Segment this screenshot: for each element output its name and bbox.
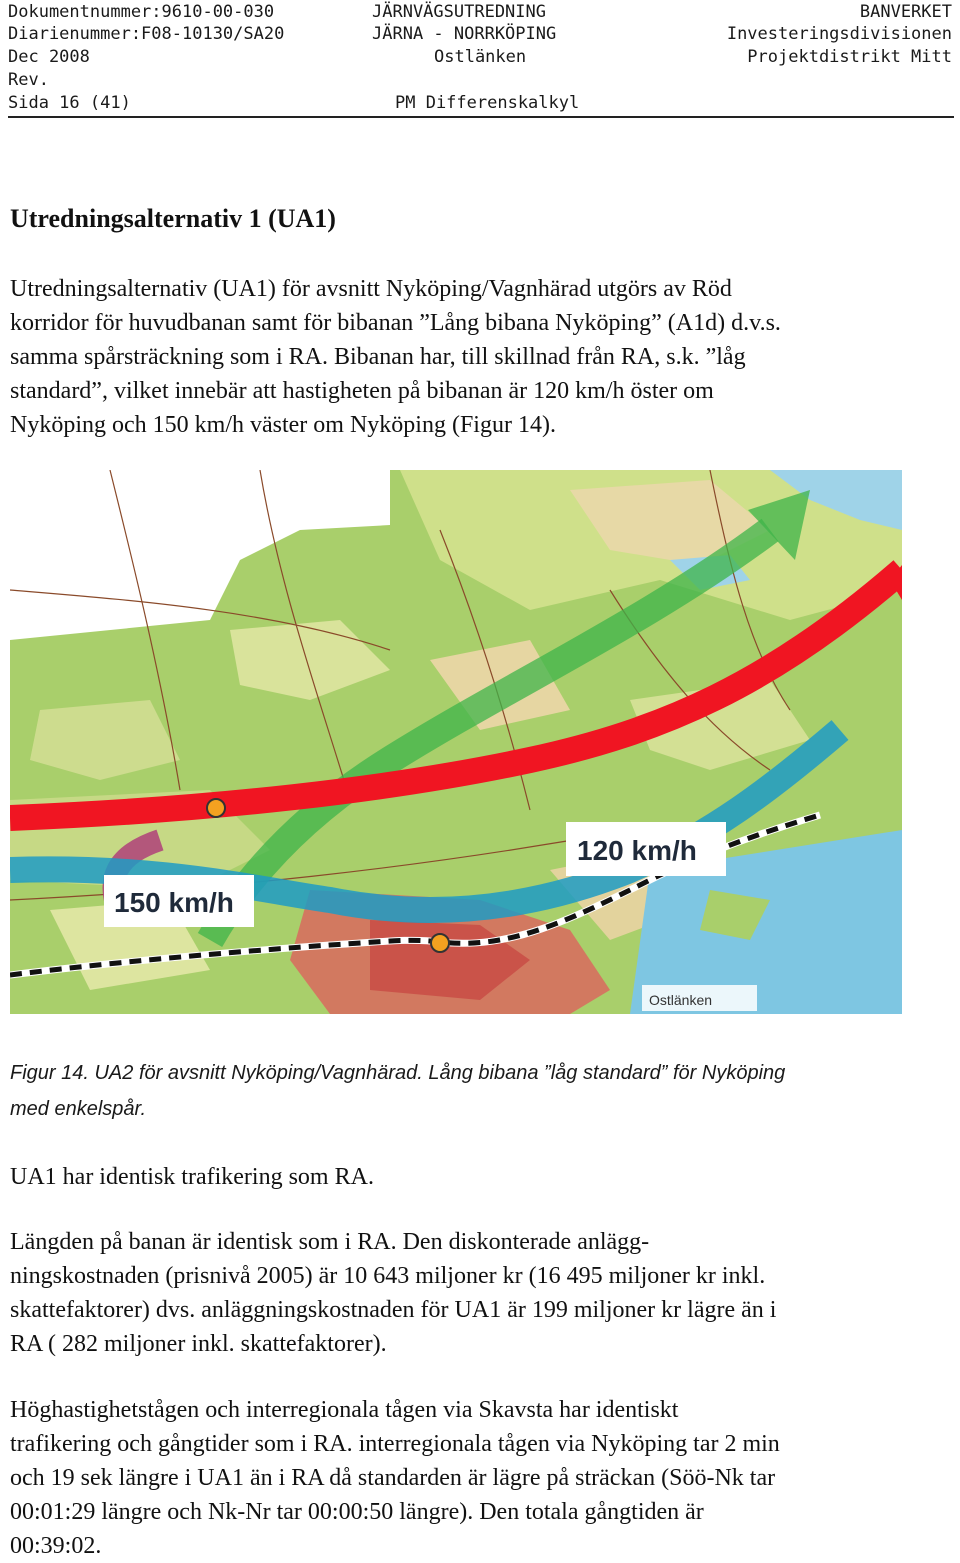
station-marker (431, 934, 449, 952)
caption-line: Figur 14. UA2 för avsnitt Nyköping/Vagnhärad. Lång bibana ”låg standard” för Nyköping (10, 1062, 786, 1084)
text-line: Utredningsalternativ (UA1) för avsnitt Nyköping/Vagnhärad utgörs av Röd (10, 276, 732, 302)
text-line: 00:01:29 längre och Nk-Nr tar 00:00:50 längre). Den totala gångtiden är (10, 1499, 704, 1525)
paragraph-cost (10, 1225, 952, 1361)
text-line: Nyköping och 150 km/h väster om Nyköping (Figur 14). (10, 412, 556, 438)
project-title-1: JÄRNVÄGSUTREDNING (372, 2, 546, 22)
project-title-3: Ostlänken (434, 47, 527, 67)
text-line: korridor för huvudbanan samt för bibanan ”Lång bibana Nyköping” (A1d) d.v.s. (10, 310, 781, 336)
map-watermark: Ostlänken (649, 992, 713, 1008)
text-line: standard”, vilket innebär att hastigheten på bibanan är 120 km/h öster om (10, 378, 714, 404)
text-line: skattefaktorer) dvs. anläggningskostnaden för UA1 är 199 miljoner kr lägre än i (10, 1297, 777, 1323)
text-line: och 19 sek längre i UA1 än i RA då standarden är lägre på sträckan (Söö-Nk tar (10, 1465, 776, 1491)
text-line: UA1 har identisk trafikering som RA. (10, 1164, 374, 1190)
diary-number: Diarienummer:F08-10130/SA20 (8, 24, 285, 44)
text-line: ningskostnaden (prisnivå 2005) är 10 643 miljoner kr (16 495 miljoner kr inkl. (10, 1263, 766, 1289)
paragraph-traffic (10, 1160, 952, 1194)
figure-caption (10, 1055, 952, 1127)
text-line: trafikering och gångtider som i RA. interregionala tågen via Nyköping tar 2 min (10, 1431, 780, 1457)
doc-subject: PM Differenskalkyl (395, 93, 580, 113)
text-line: RA ( 282 miljoner inkl. skattefaktorer). (10, 1331, 387, 1357)
intro-paragraph (10, 272, 952, 442)
text-line: Längden på banan är identisk som i RA. Den diskonterade anlägg- (10, 1229, 650, 1255)
section-heading: Utredningsalternativ 1 (UA1) (10, 204, 336, 233)
paragraph-timing (10, 1393, 952, 1563)
doc-number: Dokumentnummer:9610-00-030 (8, 2, 275, 22)
route-map (10, 470, 902, 1014)
caption-line: med enkelspår. (10, 1098, 146, 1120)
org-division: Investeringsdivisionen (726, 24, 952, 44)
project-title-2: JÄRNA - NORRKÖPING (372, 24, 557, 44)
doc-date: Dec 2008 (8, 47, 90, 67)
label-150: 150 km/h (114, 887, 234, 918)
text-line: samma spårsträckning som i RA. Bibanan har, till skillnad från RA, s.k. ”låg (10, 344, 746, 370)
document-header (0, 0, 960, 118)
page-number: Sida 16 (41) (8, 93, 131, 113)
org-district: Projektdistrikt Mitt (747, 47, 952, 67)
doc-rev: Rev. (8, 70, 49, 90)
label-120: 120 km/h (577, 835, 697, 866)
text-line: Höghastighetstågen och interregionala tågen via Skavsta har identiskt (10, 1397, 679, 1423)
text-line: 00:39:02. (10, 1533, 102, 1559)
station-marker (207, 799, 225, 817)
org-name: BANVERKET (859, 2, 952, 22)
header-divider (8, 116, 954, 118)
